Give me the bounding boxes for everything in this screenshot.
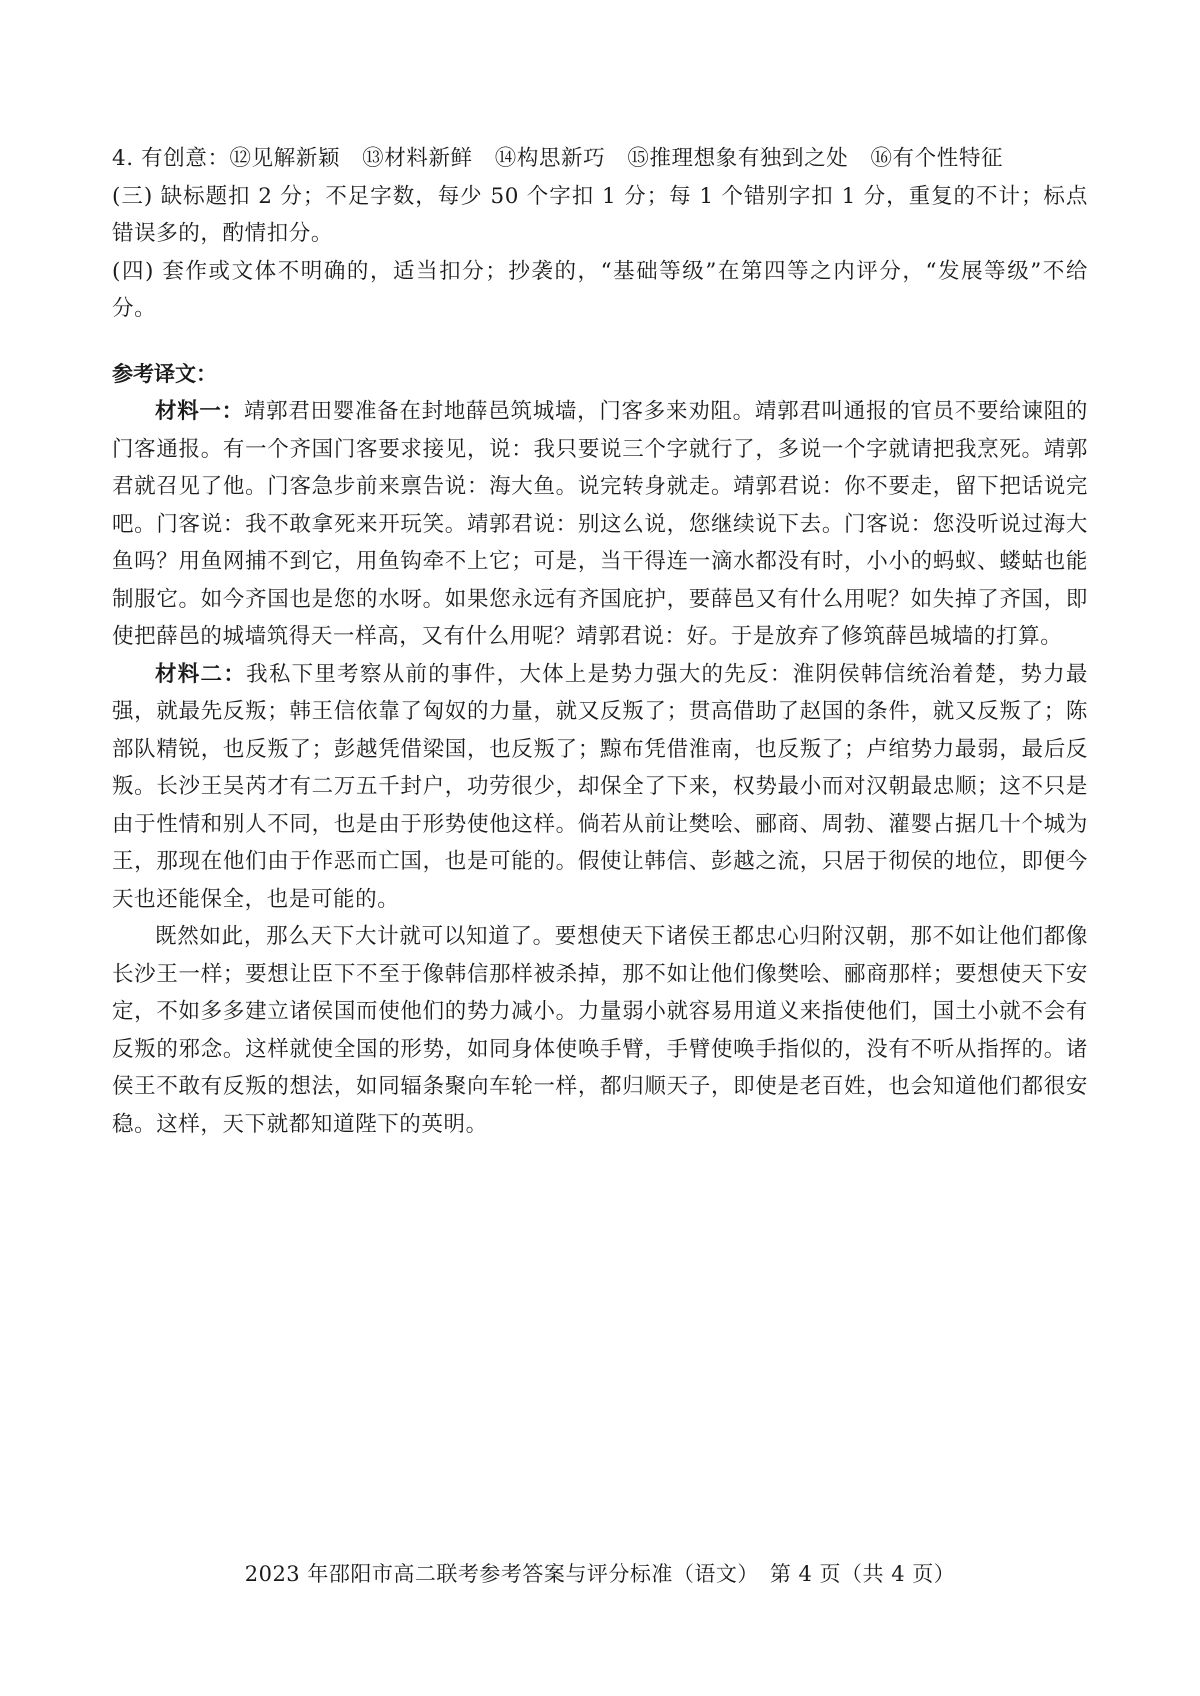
page-content [112, 140, 1088, 1143]
translation-title: 参考译文： [112, 361, 217, 386]
scoring-item-4: 4. 有创意：⑫见解新颖 ⑬材料新鲜 ⑭构思新巧 ⑮推理想象有独到之处 ⑯有个性特征 [112, 146, 1004, 171]
material-2-text: 我私下里考察从前的事件，大体上是势力强大的先反：淮阴侯韩信统治着楚，势力最强，就最先反叛；韩王信依靠了匈奴的力量，就又反叛了；贯高借助了赵国的条件，就又反叛了；陈部队精锐，也反叛了；彭越凭借梁国，也反叛了；黥布凭借淮南，也反叛了；卢绾势力最弱，最后反叛。长沙王吴芮才有二万五千封户，功劳很少，却保全了下来，权势最小而对汉朝最忠顺；这不只是由于性情和别人不同，也是由于形势使他这样。倘若从前让樊哙、郦商、周勃、灌婴占据几十个城为王，那现在他们由于作恶而亡国，也是可能的。假使让韩信、彭越之流，只居于彻侯的地位，即便今天也还能保全，也是可能的。 [112, 661, 1088, 912]
page-footer: 2023 年邵阳市高二联考参考答案与评分标准（语文） 第 4 页（共 4 页） [244, 1562, 956, 1586]
material-2-paragraph [112, 656, 1088, 919]
conclusion-paragraph: 既然如此，那么天下大计就可以知道了。要想使天下诸侯王都忠心归附汉朝，那不如让他们都像长沙王一样；要想让臣下不至于像韩信那样被杀掉，那不如让他们像樊哙、郦商那样；要想使天下安定，不如多多建立诸侯国而使他们的势力减小。力量弱小就容易用道义来指使他们，国土小就不会有反叛的邪念。这样就使全国的形势，如同身体使唤手臂，手臂使唤手指似的，没有不听从指挥的。诸侯王不敢有反叛的想法，如同辐条聚向车轮一样，都归顺天子，即使是老百姓，也会知道他们都很安稳。这样，天下就都知道陛下的英明。 [112, 924, 1088, 1137]
material-1-label: 材料一： [155, 399, 244, 424]
material-2-label: 材料二： [155, 661, 247, 687]
scoring-item-four: (四) 套作或文体不明确的，适当扣分；抄袭的，“基础等级”在第四等之内评分，“发展等级”不给分。 [112, 258, 1088, 321]
material-1-paragraph [112, 393, 1088, 656]
section-gap [112, 328, 1088, 356]
material-1-text: 靖郭君田婴准备在封地薛邑筑城墙，门客多来劝阻。靖郭君叫通报的官员不要给谏阻的门客通报。有一个齐国门客要求接见，说：我只要说三个字就行了，多说一个字就请把我烹死。靖郭君就召见了他。门客急步前来禀告说：海大鱼。说完转身就走。靖郭君说：你不要走，留下把话说完吧。门客说：我不敢拿死来开玩笑。靖郭君说：别这么说，您继续说下去。门客说：您没听说过海大鱼吗？用鱼网捕不到它，用鱼钩牵不上它；可是，当干得连一滴水都没有时，小小的蚂蚁、蝼蛄也能制服它。如今齐国也是您的水呀。如果您永远有齐国庇护，要薛邑又有什么用呢？如失掉了齐国，即使把薛邑的城墙筑得天一样高，又有什么用呢？靖郭君说：好。于是放弃了修筑薛邑城墙的打算。 [112, 399, 1088, 649]
scoring-item-three: (三) 缺标题扣 2 分；不足字数，每少 50 个字扣 1 分；每 1 个错别字扣 1 分，重复的不计；标点错误多的，酌情扣分。 [112, 183, 1088, 246]
